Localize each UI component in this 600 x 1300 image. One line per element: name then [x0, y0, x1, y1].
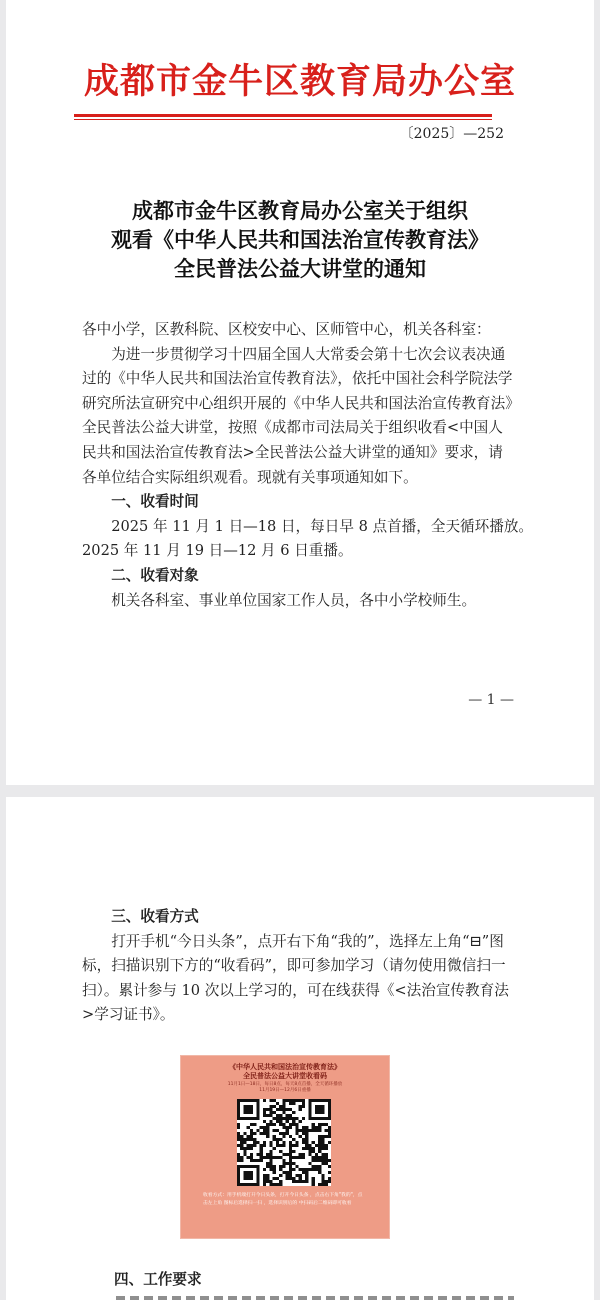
section-1-line-1: 2025 年 11 月 1 日—18 日，每日早 8 点首播，全天循环播放。: [111, 517, 534, 535]
qr-code-card: [180, 1055, 390, 1239]
recipients-line: 各中小学，区教科院、区校安中心、区师管中心，机关各科室：: [82, 321, 491, 338]
section-3-text: 打开手机“今日头条”，点开右下角“我的”，选择左上角“⊟”图标，扫描识别下方的“收看码”，即可参加学习（请勿使用微信扫一扫）。累计参与 10 次以上学习的，可在线获得《<法治宣传教育法>学习证书》。: [82, 932, 509, 1024]
notice-title: [0, 196, 600, 283]
section-2-text: 机关各科室、事业单位国家工作人员，各中小学校师生。: [111, 591, 477, 609]
org-header-title: 成都市金牛区教育局办公室: [83, 61, 516, 102]
section-1-heading: 一、收看时间: [111, 493, 199, 511]
page-2-body: [82, 905, 514, 1028]
qr-code-icon[interactable]: [237, 1099, 331, 1186]
red-divider-thin: [74, 119, 492, 120]
qr-card-subtitle-2: 11月19日—12月6日重播: [259, 1088, 311, 1093]
qr-card-subtitle-1: 11月1日—18日，每日8点，每天8点首播，全天循环播放: [227, 1082, 343, 1087]
document-number: 〔2025〕—252: [399, 126, 504, 142]
intro-paragraph: 为进一步贯彻学习十四届全国人大常委会第十七次会议表决通过的《中华人民共和国法治宣传教育法》，依托中国社会科学院法学研究所法宣研究中心组织开展的《中华人民共和国法治宣传教育法》全民普法公益大讲堂，按照《成都市司法局关于组织收看<中国人民共和国法治宣传教育法>全民普法公益大讲堂的通知》要求，请各单位结合实际组织观看。现就有关事项通知如下。: [82, 345, 513, 486]
section-2-heading: 二、收看对象: [111, 566, 199, 584]
notice-title-line-3: 全民普法公益大讲堂的通知: [174, 256, 426, 281]
qr-card-title-1: 《中华人民共和国法治宣传教育法》: [229, 1063, 341, 1071]
notice-title-line-1: 成都市金牛区教育局办公室关于组织: [132, 198, 468, 223]
cut-off-text-line: [116, 1296, 514, 1300]
qr-card-title-2: 全民普法公益大讲堂收看码: [243, 1072, 327, 1080]
section-1-line-2: 2025 年 11 月 19 日—12 月 6 日重播。: [82, 542, 353, 560]
qr-card-instructions: 收看方式：用手机端打开今日头条，打开今日头条 ，点击右下角"我的"，点击左上角 图标后选择扫一扫 ，选择识别后的 中扫码后二维码即可收看: [203, 1193, 363, 1206]
red-divider-thick: [74, 114, 492, 117]
section-3-heading: 三、收看方式: [111, 908, 199, 925]
notice-title-line-2: 观看《中华人民共和国法治宣传教育法》: [111, 227, 489, 252]
qr-code-graphic: [237, 1099, 331, 1186]
page-1-body: [82, 318, 534, 613]
section-4-heading: 四、工作要求: [114, 1271, 202, 1288]
page-number: — 1 —: [468, 692, 514, 708]
